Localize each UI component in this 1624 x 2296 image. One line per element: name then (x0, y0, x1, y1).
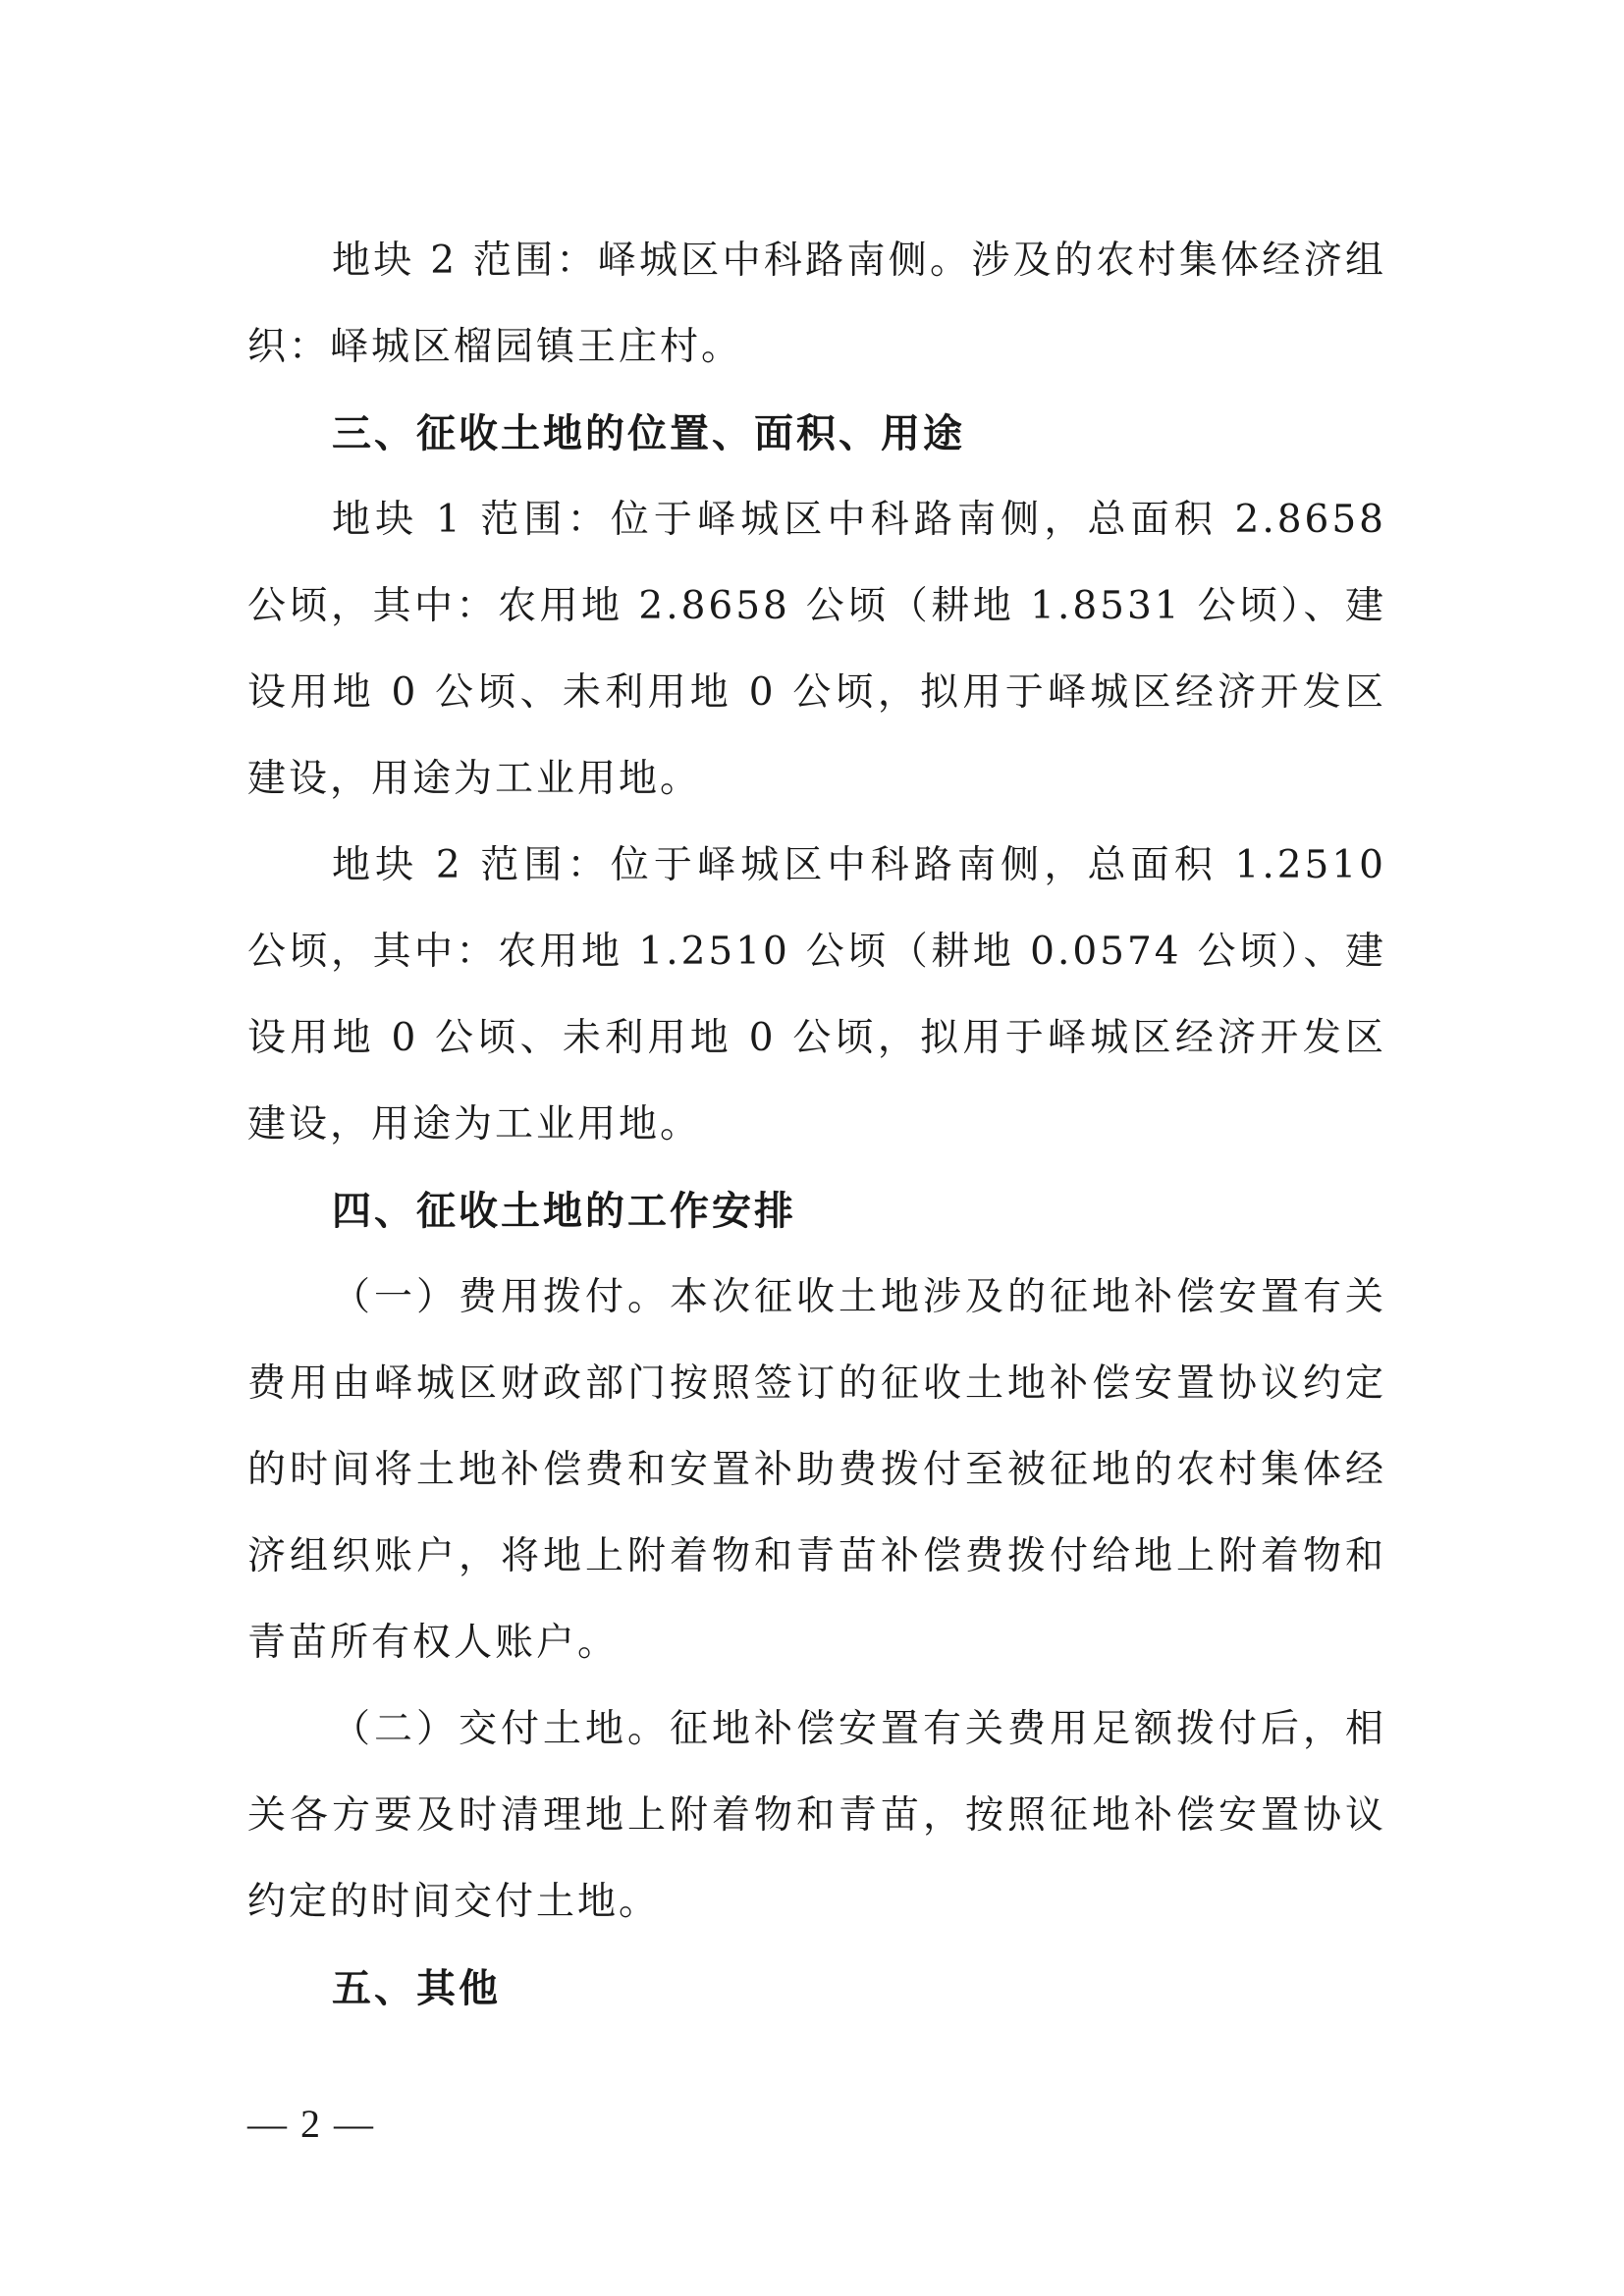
paragraph-fee-allocation: （一）费用拨付。本次征收土地涉及的征地补偿安置有关费用由峄城区财政部门按照签订的征收土地补偿安置协议约定的时间将土地补偿费和安置补助费拨付至被征地的农村集体经济组织账户，将地上附着物和青苗补偿费拨付给地上附着物和青苗所有权人账户。 (247, 1275, 1386, 1665)
paragraph-plot2-scope: 地块 2 范围：峄城区中科路南侧。涉及的农村集体经济组织：峄城区榴园镇王庄村。 (247, 239, 1386, 369)
section-heading-4: 四、征收土地的工作安排 (332, 1189, 796, 1234)
section-heading-5: 五、其他 (332, 1966, 501, 2011)
document-body (247, 218, 1386, 2032)
page-number: — 2 — (247, 2102, 375, 2146)
section-heading-3: 三、征收土地的位置、面积、用途 (332, 411, 965, 456)
paragraph-land-delivery: （二）交付土地。征地补偿安置有关费用足额拨付后，相关各方要及时清理地上附着物和青苗，按照征地补偿安置协议约定的时间交付土地。 (247, 1707, 1386, 1924)
paragraph-plot2-area: 地块 2 范围：位于峄城区中科路南侧，总面积 1.2510 公顷，其中：农用地 1.2510 公顷（耕地 0.0574 公顷）、建设用地 0 公顷、未利用地 0 公顷，拟用于峄城区经济开发区建设，用途为工业用地。 (247, 843, 1386, 1147)
paragraph-plot1-area: 地块 1 范围：位于峄城区中科路南侧，总面积 2.8658 公顷，其中：农用地 2.8658 公顷（耕地 1.8531 公顷）、建设用地 0 公顷、未利用地 0 公顷，拟用于峄城区经济开发区建设，用途为工业用地。 (247, 498, 1386, 801)
